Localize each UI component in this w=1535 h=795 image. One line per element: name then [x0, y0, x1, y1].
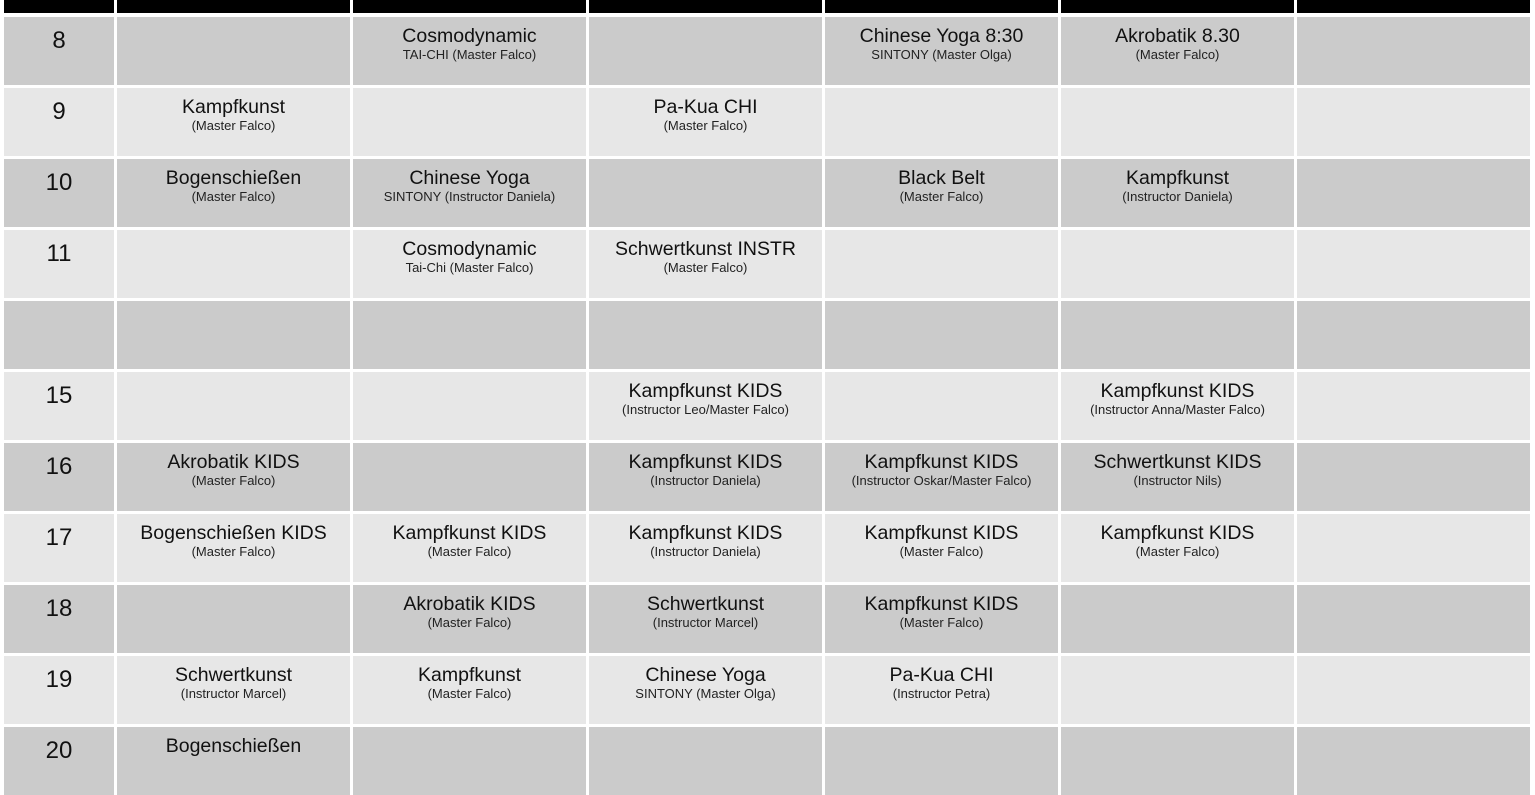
hour-cell: [4, 727, 114, 795]
class-title: [1297, 727, 1530, 735]
class-title: [1061, 727, 1294, 735]
class-cell: [1061, 443, 1294, 511]
class-instructor: (Master Falco): [191, 189, 276, 204]
class-cell: [825, 372, 1058, 440]
class-title: Kampfkunst KIDS: [628, 522, 783, 544]
class-cell: [589, 88, 822, 156]
class-cell: [589, 656, 822, 724]
class-title: [825, 727, 1058, 735]
class-cell: [117, 159, 350, 227]
class-title: Bogenschießen: [165, 167, 302, 189]
class-cell: [825, 88, 1058, 156]
class-title: Schwertkunst: [174, 664, 293, 686]
class-title: [1297, 443, 1530, 451]
class-cell: [353, 301, 586, 369]
class-title: [117, 301, 350, 309]
class-title: [1061, 656, 1294, 664]
class-instructor: (Master Falco): [191, 473, 276, 488]
class-instructor: SINTONY (Master Olga): [871, 47, 1012, 62]
class-instructor: (Master Falco): [899, 544, 984, 559]
hour-cell: [4, 88, 114, 156]
hour-cell: [4, 301, 114, 369]
class-instructor: (Instructor Marcel): [180, 686, 287, 701]
class-instructor: (Master Falco): [427, 615, 512, 630]
class-cell: [1061, 656, 1294, 724]
class-cell: [353, 230, 586, 298]
class-title: Bogenschießen KIDS: [140, 522, 327, 544]
class-title: Akrobatik KIDS: [167, 451, 300, 473]
class-cell: [1061, 159, 1294, 227]
class-instructor: (Instructor Daniela): [650, 544, 761, 559]
class-instructor: (Instructor Anna/Master Falco): [1090, 402, 1265, 417]
class-title: Akrobatik 8.30: [1115, 25, 1240, 47]
class-title: [117, 17, 350, 25]
class-title: Kampfkunst KIDS: [628, 451, 783, 473]
class-cell: [117, 301, 350, 369]
class-cell: [353, 514, 586, 582]
hour-label: 9: [52, 98, 66, 125]
class-title: Cosmodynamic: [402, 25, 537, 47]
class-instructor: (Master Falco): [663, 260, 748, 275]
header-cell-day-6: [1297, 0, 1530, 13]
class-cell: [1061, 301, 1294, 369]
class-cell: [1297, 230, 1530, 298]
class-title: Pa-Kua CHI: [889, 664, 994, 686]
class-title: [1297, 159, 1530, 167]
class-cell: [1297, 301, 1530, 369]
class-cell: [353, 443, 586, 511]
class-cell: [117, 585, 350, 653]
class-title: [353, 88, 586, 96]
class-title: [1297, 230, 1530, 238]
class-cell: [825, 514, 1058, 582]
class-instructor: (Master Falco): [663, 118, 748, 133]
class-title: Kampfkunst: [1126, 167, 1229, 189]
class-cell: [589, 301, 822, 369]
class-title: [1297, 372, 1530, 380]
hour-label: 19: [45, 666, 73, 693]
class-title: [353, 443, 586, 451]
class-cell: [1061, 727, 1294, 795]
class-title: Bogenschießen: [165, 735, 302, 757]
class-title: Cosmodynamic: [402, 238, 537, 260]
hour-cell: [4, 372, 114, 440]
class-instructor: (Instructor Daniela): [1122, 189, 1233, 204]
hour-label: [4, 301, 114, 311]
class-cell: [589, 727, 822, 795]
class-cell: [1061, 88, 1294, 156]
table-row: [4, 514, 1529, 582]
class-cell: [825, 585, 1058, 653]
class-title: [1297, 514, 1530, 522]
class-instructor: (Instructor Petra): [892, 686, 991, 701]
class-instructor: (Master Falco): [191, 118, 276, 133]
class-title: [589, 727, 822, 735]
class-instructor: TAI-CHI (Master Falco): [402, 47, 537, 62]
class-instructor: (Instructor Nils): [1133, 473, 1222, 488]
table-row: [4, 656, 1529, 724]
class-cell: [1297, 17, 1530, 85]
class-title: [1297, 301, 1530, 309]
class-title: [589, 17, 822, 25]
class-cell: [353, 656, 586, 724]
header-cell-day-2: [353, 0, 586, 13]
class-title: [353, 372, 586, 380]
class-cell: [1297, 88, 1530, 156]
class-cell: [1297, 727, 1530, 795]
class-title: Kampfkunst KIDS: [1100, 380, 1255, 402]
table-row: [4, 230, 1529, 298]
hour-label: 18: [45, 595, 73, 622]
class-title: Schwertkunst INSTR: [615, 238, 796, 260]
class-instructor: (Master Falco): [1135, 544, 1220, 559]
class-title: Kampfkunst KIDS: [864, 522, 1019, 544]
class-instructor: (Master Falco): [191, 544, 276, 559]
table-row: [4, 443, 1529, 511]
class-cell: [1297, 514, 1530, 582]
class-cell: [1297, 656, 1530, 724]
class-cell: [589, 585, 822, 653]
class-title: Akrobatik KIDS: [403, 593, 536, 615]
class-title: Schwertkunst: [646, 593, 765, 615]
class-cell: [825, 301, 1058, 369]
class-instructor: (Instructor Marcel): [652, 615, 759, 630]
class-cell: [117, 372, 350, 440]
header-cell-hour: [4, 0, 114, 13]
class-cell: [353, 17, 586, 85]
hour-label: 11: [46, 240, 72, 267]
class-instructor: SINTONY (Master Olga): [635, 686, 776, 701]
header-row: [4, 0, 1535, 13]
class-title: Kampfkunst KIDS: [392, 522, 547, 544]
table-row: [4, 585, 1529, 653]
class-cell: [1061, 372, 1294, 440]
class-title: [117, 585, 350, 593]
table-row: [4, 372, 1529, 440]
class-title: Chinese Yoga: [409, 167, 530, 189]
class-cell: [589, 372, 822, 440]
class-title: Chinese Yoga 8:30: [859, 25, 1024, 47]
table-row: [4, 88, 1529, 156]
class-title: [1297, 17, 1530, 25]
class-cell: [825, 727, 1058, 795]
class-cell: [825, 159, 1058, 227]
table-row: [4, 17, 1529, 85]
hour-cell: [4, 230, 114, 298]
class-title: [825, 88, 1058, 96]
hour-cell: [4, 514, 114, 582]
hour-label: 20: [45, 737, 73, 764]
class-title: Schwertkunst KIDS: [1093, 451, 1262, 473]
class-instructor: Tai-Chi (Master Falco): [405, 260, 534, 275]
class-title: [825, 301, 1058, 309]
class-title: [117, 230, 350, 238]
class-title: Pa-Kua CHI: [653, 96, 758, 118]
class-cell: [1061, 514, 1294, 582]
class-cell: [1061, 585, 1294, 653]
class-title: [1061, 585, 1294, 593]
class-title: [1297, 585, 1530, 593]
class-title: [589, 159, 822, 167]
class-cell: [117, 88, 350, 156]
class-title: [1297, 88, 1530, 96]
class-cell: [1297, 585, 1530, 653]
class-cell: [825, 17, 1058, 85]
class-cell: [353, 88, 586, 156]
hour-label: 8: [52, 27, 66, 54]
table-row: [4, 727, 1529, 795]
hour-cell: [4, 159, 114, 227]
class-title: Kampfkunst KIDS: [1100, 522, 1255, 544]
class-cell: [117, 656, 350, 724]
class-title: [1061, 230, 1294, 238]
class-instructor: (Instructor Oskar/Master Falco): [851, 473, 1032, 488]
class-cell: [825, 443, 1058, 511]
hour-label: 10: [45, 169, 73, 196]
class-title: [589, 301, 822, 309]
class-cell: [117, 443, 350, 511]
header-cell-day-1: [117, 0, 350, 13]
class-cell: [1297, 372, 1530, 440]
class-title: Kampfkunst KIDS: [864, 593, 1019, 615]
class-cell: [353, 585, 586, 653]
header-cell-day-3: [589, 0, 822, 13]
hour-label: 17: [45, 524, 73, 551]
class-instructor: SINTONY (Instructor Daniela): [383, 189, 556, 204]
class-cell: [117, 230, 350, 298]
hour-label: 16: [45, 453, 73, 480]
hour-cell: [4, 443, 114, 511]
class-title: Kampfkunst: [182, 96, 285, 118]
hour-cell: [4, 585, 114, 653]
class-title: Kampfkunst: [418, 664, 521, 686]
class-cell: [1297, 159, 1530, 227]
class-cell: [589, 17, 822, 85]
class-cell: [825, 656, 1058, 724]
class-cell: [589, 230, 822, 298]
class-cell: [117, 727, 350, 795]
class-title: [1061, 301, 1294, 309]
header-cell-day-5: [1061, 0, 1294, 13]
class-title: [117, 372, 350, 380]
class-title: Black Belt: [898, 167, 985, 189]
class-title: [825, 230, 1058, 238]
class-cell: [589, 443, 822, 511]
class-cell: [589, 514, 822, 582]
table-row: [4, 301, 1529, 369]
class-title: [1061, 88, 1294, 96]
class-instructor: (Instructor Daniela): [650, 473, 761, 488]
class-instructor: (Instructor Leo/Master Falco): [622, 402, 789, 417]
class-cell: [1061, 230, 1294, 298]
class-title: Chinese Yoga: [645, 664, 766, 686]
class-title: [1297, 656, 1530, 664]
class-title: Kampfkunst KIDS: [628, 380, 783, 402]
class-cell: [117, 17, 350, 85]
schedule-body: [4, 17, 1529, 795]
class-cell: [825, 230, 1058, 298]
class-cell: [353, 727, 586, 795]
hour-cell: [4, 17, 114, 85]
class-cell: [353, 159, 586, 227]
class-title: [353, 727, 586, 735]
class-instructor: (Master Falco): [427, 686, 512, 701]
class-instructor: (Master Falco): [899, 189, 984, 204]
class-cell: [353, 372, 586, 440]
class-cell: [117, 514, 350, 582]
hour-cell: [4, 656, 114, 724]
class-cell: [1061, 17, 1294, 85]
class-title: [353, 301, 586, 309]
class-cell: [1297, 443, 1530, 511]
table-row: [4, 159, 1529, 227]
class-cell: [589, 159, 822, 227]
hour-label: 15: [45, 382, 73, 409]
class-instructor: (Master Falco): [899, 615, 984, 630]
header-cell-day-4: [825, 0, 1058, 13]
class-title: Kampfkunst KIDS: [864, 451, 1019, 473]
class-instructor: (Master Falco): [427, 544, 512, 559]
class-title: [825, 372, 1058, 380]
class-instructor: (Master Falco): [1135, 47, 1220, 62]
